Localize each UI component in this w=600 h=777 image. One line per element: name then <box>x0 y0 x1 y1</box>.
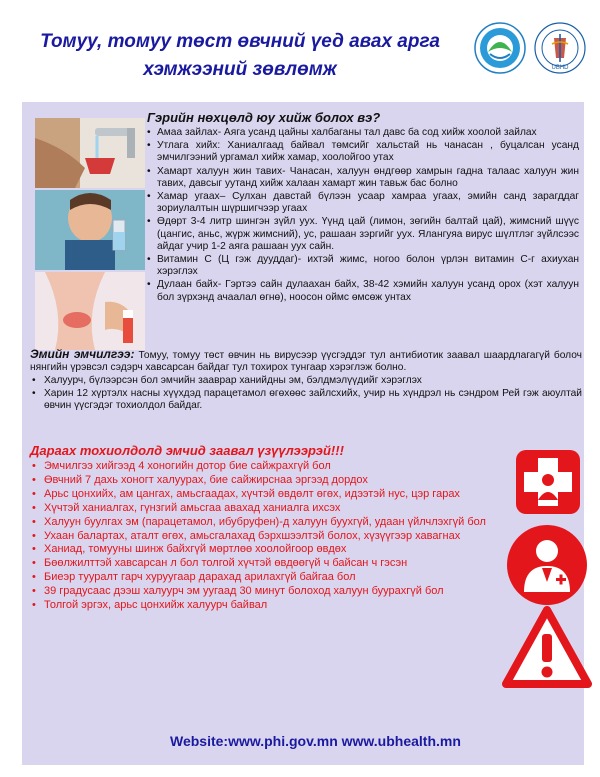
see-doctor-item: • Хүчтэй ханиалгах, гүнзгий амьсгаа авахад ханиалга ихсэх <box>30 502 500 515</box>
treatment-list <box>30 375 582 412</box>
see-doctor-item: • Бөөлжилттэй хавсарсан л бол толгой хүчтэй өвдөөгүй ч байсан ч гэсэн <box>30 557 500 570</box>
header <box>0 0 600 100</box>
treatment-text: Томуу, томуу төст өвчин нь вирусээр үүсгэддэг тул антибиотик заавал шаардлагагүй болоч нянгийн үрэвсэл сэдэрч хавсарсан байдаг тул тохирох тунгаар хэрэглэж болно. <box>30 350 582 374</box>
home-remedies-list <box>147 127 579 304</box>
website-footer[interactable]: Website:www.phi.gov.mn www.ubhealth.mn <box>170 733 461 749</box>
treatment-paragraph <box>30 348 582 374</box>
see-doctor-item: • Өвчний 7 дахь хоногт халуурах, бие сайжирснаа эргээд дордох <box>30 474 500 487</box>
home-remedy-item: • Утлага хийх: Ханиалгаад байвал төмсийг хальстай нь чанасан , буцалсан усанд эмчилгээний ургамал хийж хамар, хоолойгоо утах <box>147 140 579 164</box>
page-title <box>20 28 460 84</box>
home-remedy-item: • Хамар угаах– Сулхан давстай бүлээн усаар хамраа угаах, эмийн санд зарагддаг зориулалтын шүршигчээр угаах <box>147 191 579 215</box>
see-doctor-item: • Толгой эргэх, арьс цонхийж халуурч байвал <box>30 599 500 612</box>
medical-cross-icon <box>516 450 580 519</box>
home-remedy-item: • Хамарт халуун жин тавих- Чанасан, халуун өндгөөр хамрын гадна талаас халуун жин тавих, давсыг уутанд хийж халаан хамарт жин тавьж бас болно <box>147 166 579 190</box>
phi-logo <box>474 22 526 74</box>
see-doctor-item: • Ухаан балартах, аталт өгөх, амьсгалахад бэрхшээлтэй болох, хүзүүгээр хавагнах <box>30 530 500 543</box>
home-remedy-item: • Амаа зайлах- Аяга усанд цайны халбаганы тал давс ба сод хийж хоолой зайлах <box>147 127 579 139</box>
ubhd-logo-text: UBHD <box>551 65 569 71</box>
see-doctor-item: • 39 градусаас дээш халуурч эм уугаад 30 минут болоход халуун буурахгүй бол <box>30 585 500 598</box>
treatment-item: • Харин 12 хүртэлх насны хүүхдэд парацетамол өгөхөөс зайлсхийх, учир нь хүндрэл нь сэндром Рей гэж аюултай өвчин үүсгэдэг тохиолдол байдаг. <box>30 388 582 412</box>
treatment-item: • Халуурч, бүлээрсэн бол эмчийн зааврар ханийдны эм, бэлдмэлүүдийг хэрэглэх <box>30 375 582 387</box>
home-remedies-section <box>147 110 579 305</box>
home-remedy-item: • Витамин С (Ц гэж дууддаг)- ихтэй жимс, ногоо болон үрлэн витамин С-г ахиухан хэрэглэх <box>147 254 579 278</box>
see-doctor-item: • Арьс цонхийх, ам цангах, амьсгаадах, хүчтэй өвдөлт өгөх, идээтэй нус, цэр гарах <box>30 488 500 501</box>
warning-triangle-icon <box>502 606 592 693</box>
doctor-icon <box>506 524 588 611</box>
see-doctor-item: • Ханиад, томууны шинж байхгүй мөртлөө хоолойгоор өвдөх <box>30 543 500 556</box>
title-line-2: хэмжээний зөвлөмж <box>143 59 337 80</box>
treatment-section <box>30 348 582 412</box>
see-doctor-item: • Биеэр тууралт гарч хуруугаар дарахад арилахгүй байгаа бол <box>30 571 500 584</box>
photo-rinsing <box>35 118 145 188</box>
home-remedy-item: • Дулаан байх- Гэртээ сайн дулаахан байх, 38-42 хэмийн халуун усанд орох (хэт халуун бол зүрхэнд ачаалал өгнө), ноосон оймс өмсөж унтах <box>147 279 579 303</box>
see-doctor-item: • Халуун буулгах эм (парацетамол, ибубруфен)-д халуун буухгүй, удаан үйлчлэхгүй бол <box>30 516 500 529</box>
home-remedy-item: • Өдөрт 3-4 литр шингэн зүйл уух. Үүнд цай (лимон, зөгийн балтай цай), жимсний шүүс (цангис, аньс, жүрж жимсний), ус, рашаан зэргийг уух. Ялангуяа вирус шүлтлэг зүйлсээс айдаг учир 1-2 аяга рашаан уух сайн. <box>147 216 579 253</box>
photo-sore-throat <box>35 272 145 350</box>
treatment-label: Эмийн эмчилгээ: <box>30 347 135 361</box>
see-doctor-title: Дараах тохиолдолд эмчид заавал үзүүлээрэй!!! <box>30 443 344 458</box>
photo-gargling <box>35 190 145 270</box>
photo-column <box>35 118 145 348</box>
title-line-1: Томуу, томуу төст өвчний үед авах арга <box>40 31 440 52</box>
ubhd-logo <box>534 22 586 74</box>
see-doctor-section <box>30 442 500 613</box>
see-doctor-item: • Эмчилгээ хийгээд 4 хоногийн дотор бие сайжрахгүй бол <box>30 460 500 473</box>
home-remedies-title: Гэрийн нөхцөлд юу хийж болох вэ? <box>147 110 381 125</box>
see-doctor-list <box>30 460 500 612</box>
